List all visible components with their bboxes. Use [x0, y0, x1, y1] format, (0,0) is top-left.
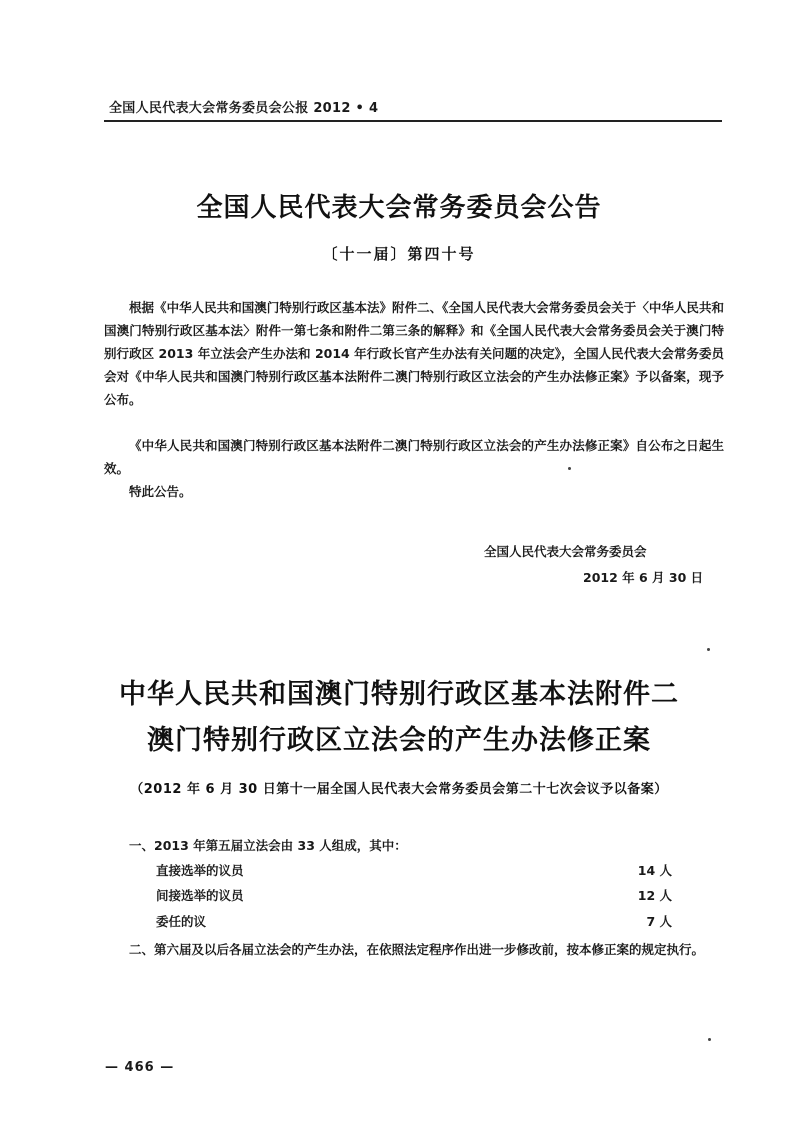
announcement-closing: 特此公告。 — [129, 484, 192, 499]
amendment-item-1: 一、2013 年第五届立法会由 33 人组成，其中： — [129, 838, 407, 853]
member-count: 12 人 — [637, 888, 672, 903]
announcement-title: 全国人民代表大会常务委员会公告 — [196, 193, 602, 223]
announcement-paragraph: 根据《中华人民共和国澳门特别行政区基本法》附件二、《全国人民代表大会常务委员会关于〈中华人民共和国澳门特别行政区基本法〉附件一第七条和附件二第三条的解释》和《全国人民代表大会常务委员会关于澳门特别行政区 2013 年立法会产生办法和 2014 年行政长官产生办法有关问题的决定》，全国人民代表大会常务委员会对《中华人民共和国澳门特别行政区基本法附件二澳门特别行政区立法会的产生办法修正案》予以备案，现予公布。 — [104, 300, 724, 407]
amendment-item-2: 二、第六届及以后各届立法会的产生办法，在依照法定程序作出进一步修改前，按本修正案的规定执行。 — [129, 942, 705, 957]
scan-speck — [568, 467, 571, 470]
member-count: 14 人 — [637, 863, 672, 878]
amendment-title-line2: 澳门特别行政区立法会的产生办法修正案 — [147, 725, 651, 756]
member-count: 7 人 — [646, 914, 672, 929]
member-label: 委任的议 — [156, 914, 207, 929]
announcement-paragraph: 《中华人民共和国澳门特别行政区基本法附件二澳门特别行政区立法会的产生办法修正案》自公布之日起生效。 — [104, 438, 724, 476]
scan-speck — [707, 648, 710, 651]
member-label: 直接选举的议员 — [156, 863, 244, 878]
signature-organization: 全国人民代表大会常务委员会 — [484, 544, 647, 559]
amendment-title-line1: 中华人民共和国澳门特别行政区基本法附件二 — [119, 679, 679, 710]
signature-date: 2012 年 6 月 30 日 — [583, 570, 704, 585]
header-divider — [104, 120, 722, 122]
journal-header: 全国人民代表大会常务委员会公报 2012 • 4 — [109, 101, 379, 116]
member-label: 间接选举的议员 — [156, 888, 244, 903]
amendment-subtitle: （2012 年 6 月 30 日第十一届全国人民代表大会常务委员会第二十七次会议予以备案） — [130, 782, 668, 797]
announcement-number: 〔十一届〕第四十号 — [322, 245, 476, 263]
scan-speck — [708, 1038, 711, 1041]
page-number: — 466 — — [105, 1060, 175, 1075]
